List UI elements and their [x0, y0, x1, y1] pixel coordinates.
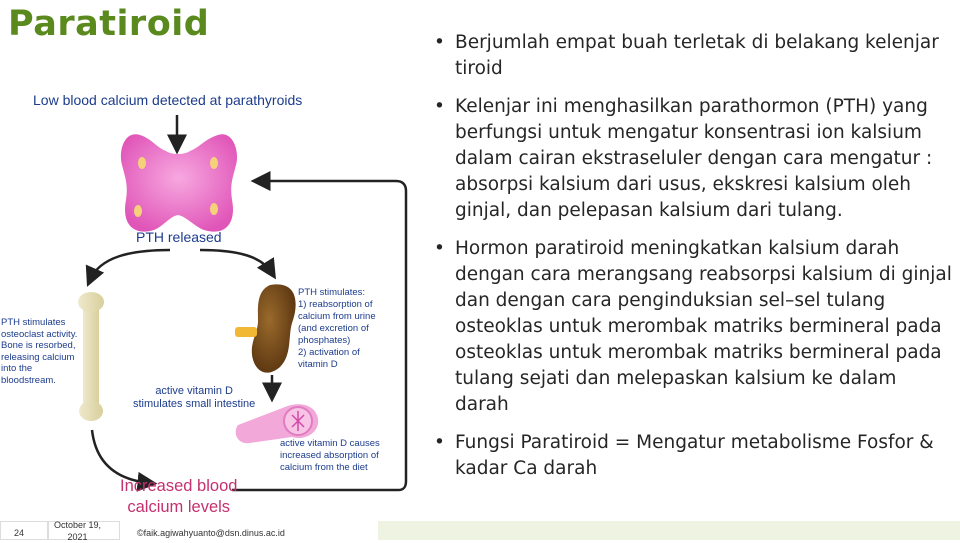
bone-label: PTH stimulates osteoclast activity. Bone is resorbed, releasing calcium into the bloodstream.: [1, 317, 78, 386]
bullet-dot: •: [434, 432, 445, 453]
intestine-label: active vitamin D causes increased absorption of calcium from the diet: [280, 438, 380, 473]
footer-accent-bar: [378, 521, 960, 540]
bullet-text: Kelenjar ini menghasilkan parathormon (PTH) yang berfungsi untuk mengatur konsentrasi ion kalsium dalam cairan ekstraseluler dengan cara mengatur : absorpsi kalsium dari usus, ekskresi kalsium oleh ginjal, dan pelepasan kalsium dari tulang.: [455, 96, 933, 221]
arrow-to-kidney: [200, 250, 272, 273]
bullet-item: [432, 236, 954, 418]
parathyroid-gland-icon: [121, 134, 237, 231]
bone-icon: [78, 292, 104, 421]
low-calcium-label: Low blood calcium detected at parathyroids: [33, 92, 303, 108]
bullet-item: [432, 30, 954, 82]
bullet-text: Hormon paratiroid meningkatkan kalsium darah dengan cara merangsang reabsorpsi kalsium di ginjal dan dengan cara penginduksian sel–sel tulang osteoklas untuk merombak matriks bermineral pada osteoklas untuk merombak matriks bermineral pada tulang sejati dan melepaskan kalsium ke dalam darah: [455, 238, 952, 415]
result-label: Increased blood calcium levels: [120, 477, 238, 516]
bullet-dot: •: [434, 96, 445, 117]
parathyroid-diagram: [0, 85, 415, 525]
footer-date: October 19, 2021: [54, 520, 102, 542]
pth-released-label: PTH released: [136, 229, 222, 245]
bullet-text: Fungsi Paratiroid = Mengatur metabolisme Fosfor & kadar Ca darah: [455, 432, 934, 479]
bullet-text: Berjumlah empat buah terletak di belakang kelenjar tiroid: [455, 32, 939, 79]
kidney-label: PTH stimulates: 1) reabsorption of calcium from urine (and excretion of phosphates) 2) activation of vitamin D: [298, 287, 376, 370]
arrow-to-bone: [90, 250, 170, 280]
bullet-item: [432, 430, 954, 482]
bullet-list: [432, 30, 954, 494]
slide-footer: [0, 521, 960, 540]
bullet-dot: •: [434, 238, 445, 259]
bullet-item: [432, 94, 954, 224]
vitamin-d-label: active vitamin D stimulates small intestine: [133, 385, 256, 410]
kidney-icon: [235, 284, 296, 372]
footer-email: ©faik.agiwahyuanto@dsn.dinus.ac.id: [137, 528, 285, 538]
page-number: 24: [14, 528, 25, 538]
slide-title: Paratiroid: [8, 4, 210, 44]
bullet-dot: •: [434, 32, 445, 53]
